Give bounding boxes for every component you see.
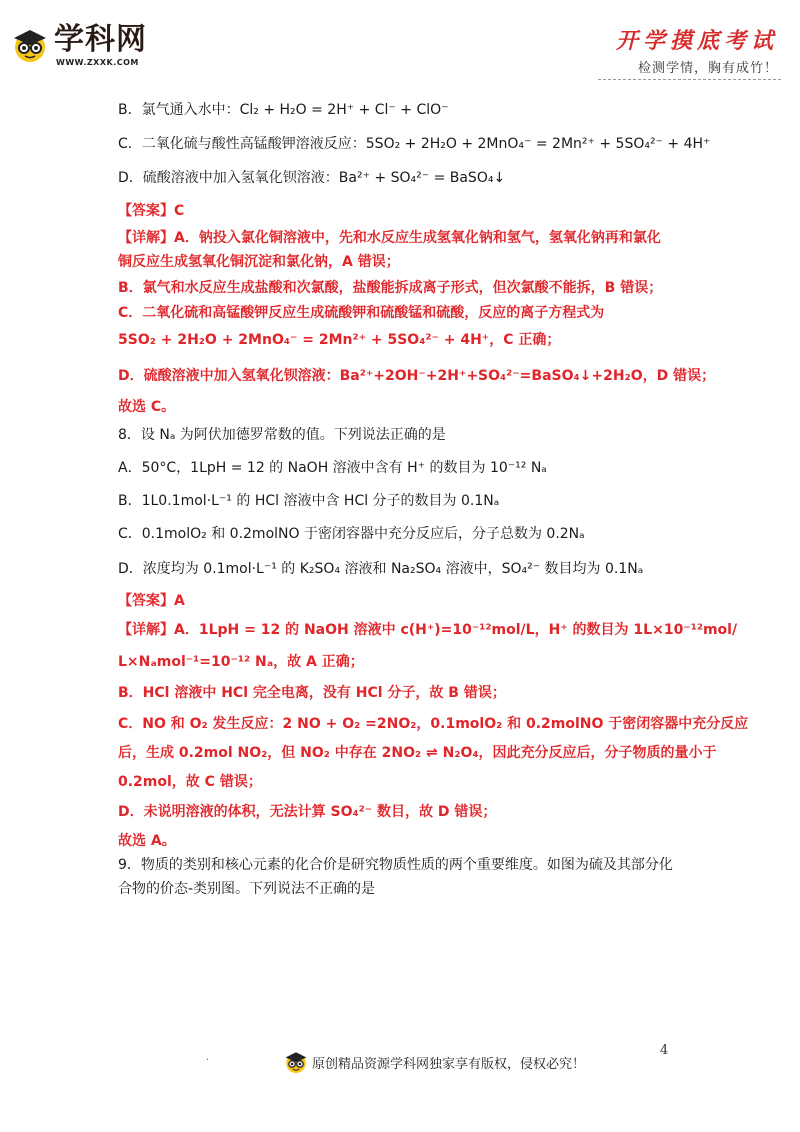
page-number: 4	[660, 1043, 669, 1058]
header-title: 开学摸底考试	[615, 29, 778, 54]
text-line: 9．物质的类别和核心元素的化合价是研究物质性质的两个重要维度。如图为硫及其部分化	[118, 857, 673, 873]
text-line: 【答案】A	[118, 593, 185, 609]
text-line: B．1L0.1mol·L⁻¹ 的 HCl 溶液中含 HCl 分子的数目为 0.1Nₐ	[118, 493, 500, 509]
text-line: 5SO₂ + 2H₂O + 2MnO₄⁻ = 2Mn²⁺ + 5SO₄²⁻ + 4H⁺，C 正确；	[118, 332, 561, 348]
text-line: 0.2mol，故 C 错误；	[118, 774, 262, 790]
logo-url: WWW.ZXXK.COM	[56, 58, 139, 67]
footer-mascot-icon	[283, 1049, 309, 1075]
logo-text: 学科网	[54, 22, 147, 57]
footer-copyright: 原创精品资源学科网独家享有版权，侵权必究！	[312, 1057, 586, 1072]
text-line: 铜反应生成氢氧化铜沉淀和氯化钠，A 错误；	[118, 254, 400, 270]
text-line: 【答案】C	[118, 203, 185, 219]
text-line: D．硫酸溶液中加入氢氧化钡溶液：Ba²⁺ + SO₄²⁻ = BaSO₄↓	[118, 170, 506, 186]
text-line: D．未说明溶液的体积，无法计算 SO₄²⁻ 数目，故 D 错误；	[118, 804, 497, 820]
text-line: C．二氧化硫与酸性高锰酸钾溶液反应：5SO₂ + 2H₂O + 2MnO₄⁻ = 2Mn²⁺ + 5SO₄²⁻ + 4H⁺	[118, 136, 711, 152]
text-line: 后，生成 0.2mol NO₂，但 NO₂ 中存在 2NO₂ ⇌ N₂O₄，因此充分反应后，分子物质的量小于	[118, 745, 717, 761]
logo-mascot-icon	[10, 25, 50, 65]
text-line: D．硫酸溶液中加入氢氧化钡溶液：Ba²⁺+2OH⁻+2H⁺+SO₄²⁻=BaSO₄↓+2H₂O，D 错误；	[118, 368, 716, 384]
header-divider	[598, 79, 781, 80]
text-line: B．氯气和水反应生成盐酸和次氯酸，盐酸能拆成离子形式，但次氯酸不能拆，B 错误；	[118, 280, 663, 296]
text-line: 故选 A。	[118, 833, 176, 849]
text-line: C．NO 和 O₂ 发生反应：2 NO + O₂ =2NO₂，0.1molO₂ 和 0.2molNO 于密闭容器中充分反应	[118, 716, 749, 732]
text-line: 8．设 Nₐ 为阿伏加德罗常数的值。下列说法正确的是	[118, 427, 446, 443]
text-line: 【详解】A．1LpH = 12 的 NaOH 溶液中 c(H⁺)=10⁻¹²mol/L，H⁺ 的数目为 1L×10⁻¹²mol/	[118, 622, 738, 638]
text-line: B．HCl 溶液中 HCl 完全电离，没有 HCl 分子，故 B 错误；	[118, 685, 506, 701]
text-line: 【详解】A．钠投入氯化铜溶液中，先和水反应生成氢氧化钠和氢气，氢氧化钠再和氯化	[118, 230, 661, 246]
text-line: B．氯气通入水中：Cl₂ + H₂O = 2H⁺ + Cl⁻ + ClO⁻	[118, 102, 449, 118]
text-line: L×Nₐmol⁻¹=10⁻¹² Nₐ，故 A 正确；	[118, 654, 364, 670]
text-line: C．二氧化硫和高锰酸钾反应生成硫酸钾和硫酸锰和硫酸，反应的离子方程式为	[118, 305, 605, 321]
text-line: 故选 C。	[118, 399, 176, 415]
header-slogan: 检测学情，胸有成竹！	[637, 61, 778, 76]
text-line: 合物的价态-类别图。下列说法不正确的是	[118, 881, 376, 897]
text-line: C．0.1molO₂ 和 0.2molNO 于密闭容器中充分反应后，分子总数为 0.2Nₐ	[118, 526, 585, 542]
text-line: D．浓度均为 0.1mol·L⁻¹ 的 K₂SO₄ 溶液和 Na₂SO₄ 溶液中，SO₄²⁻ 数目均为 0.1Nₐ	[118, 561, 644, 577]
text-line: A．50°C，1LpH = 12 的 NaOH 溶液中含有 H⁺ 的数目为 10⁻¹² Nₐ	[118, 460, 547, 476]
footer-dot: .	[206, 1052, 210, 1063]
